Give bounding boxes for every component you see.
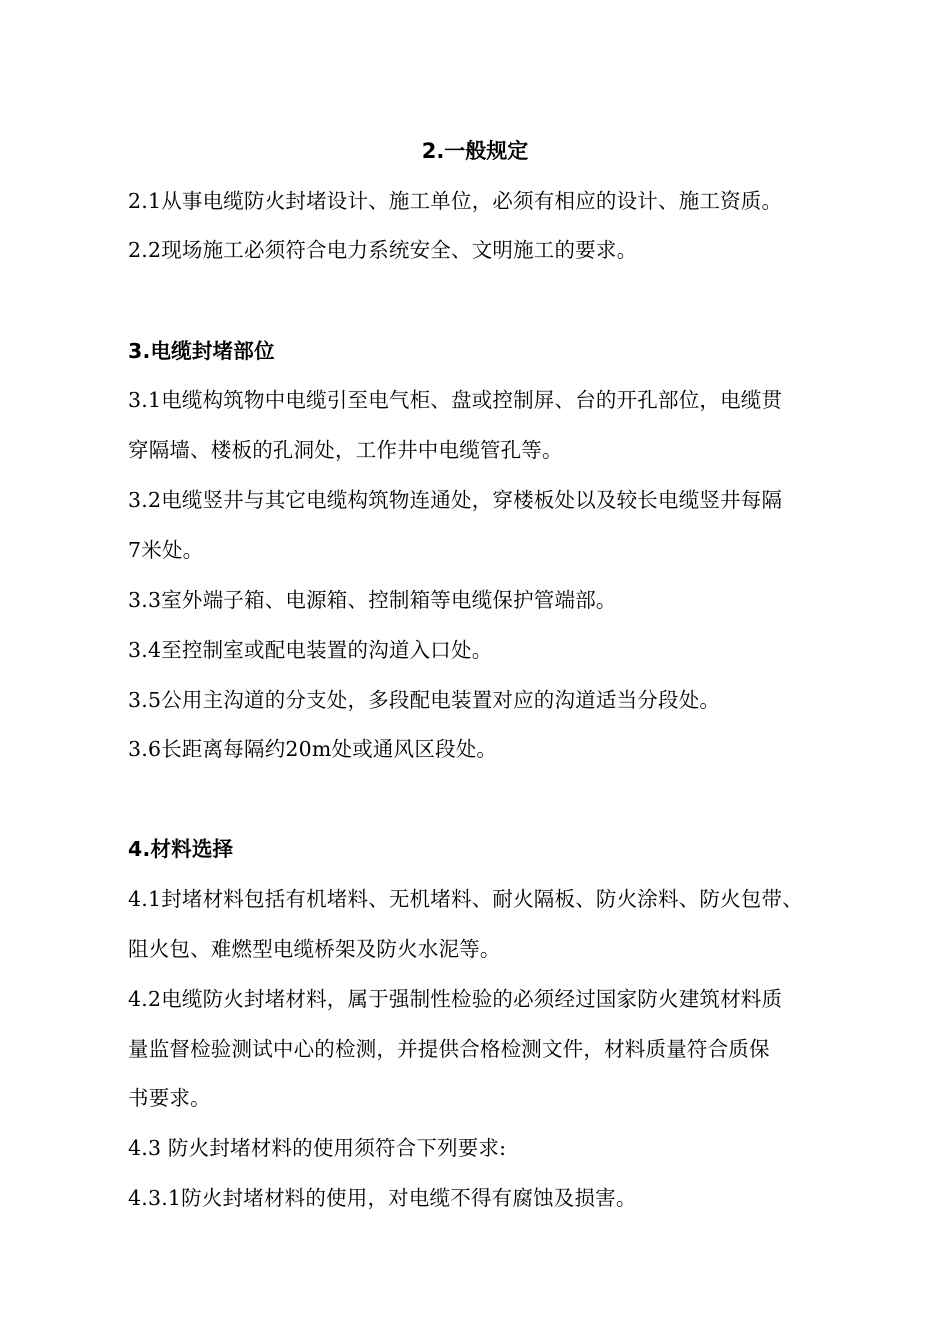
paragraph-line: 4.3 防火封堵材料的使用须符合下列要求: [128,1136,507,1160]
paragraph-line: 4.2电缆防火封堵材料，属于强制性检验的必须经过国家防火建筑材料质 [128,987,783,1011]
paragraph-line: 阻火包、难燃型电缆桥架及防火水泥等。 [128,937,501,961]
paragraph-line: 量监督检验测试中心的检测，并提供合格检测文件，材料质量符合质保 [128,1037,770,1061]
paragraph-line: 书要求。 [128,1086,211,1110]
paragraph-line: 2.1从事电缆防火封堵设计、施工单位，必须有相应的设计、施工资质。 [128,189,783,213]
paragraph-line: 3.6长距离每隔约20m处或通风区段处。 [128,737,498,761]
section-2-title: 2.一般规定 [421,139,529,163]
paragraph-line: 3.4至控制室或配电装置的沟道入口处。 [128,638,493,662]
paragraph-line: 4.1封堵材料包括有机堵料、无机堵料、耐火隔板、防火涂料、防火包带、 [128,887,803,911]
paragraph-line: 7米处。 [128,538,204,562]
section-4-title: 4.材料选择 [128,837,234,861]
section-3-title: 3.电缆封堵部位 [128,339,275,363]
paragraph-line: 穿隔墙、楼板的孔洞处，工作井中电缆管孔等。 [128,438,563,462]
paragraph-line: 3.3室外端子箱、电源箱、控制箱等电缆保护管端部。 [128,588,617,612]
paragraph-line: 3.2电缆竖井与其它电缆构筑物连通处，穿楼板处以及较长电缆竖井每隔 [128,488,783,512]
paragraph-line: 4.3.1防火封堵材料的使用，对电缆不得有腐蚀及损害。 [128,1186,637,1210]
paragraph-line: 3.1电缆构筑物中电缆引至电气柜、盘或控制屏、台的开孔部位，电缆贯 [128,388,783,412]
paragraph-line: 3.5公用主沟道的分支处，多段配电装置对应的沟道适当分段处。 [128,688,721,712]
paragraph-line: 2.2现场施工必须符合电力系统安全、文明施工的要求。 [128,238,638,262]
